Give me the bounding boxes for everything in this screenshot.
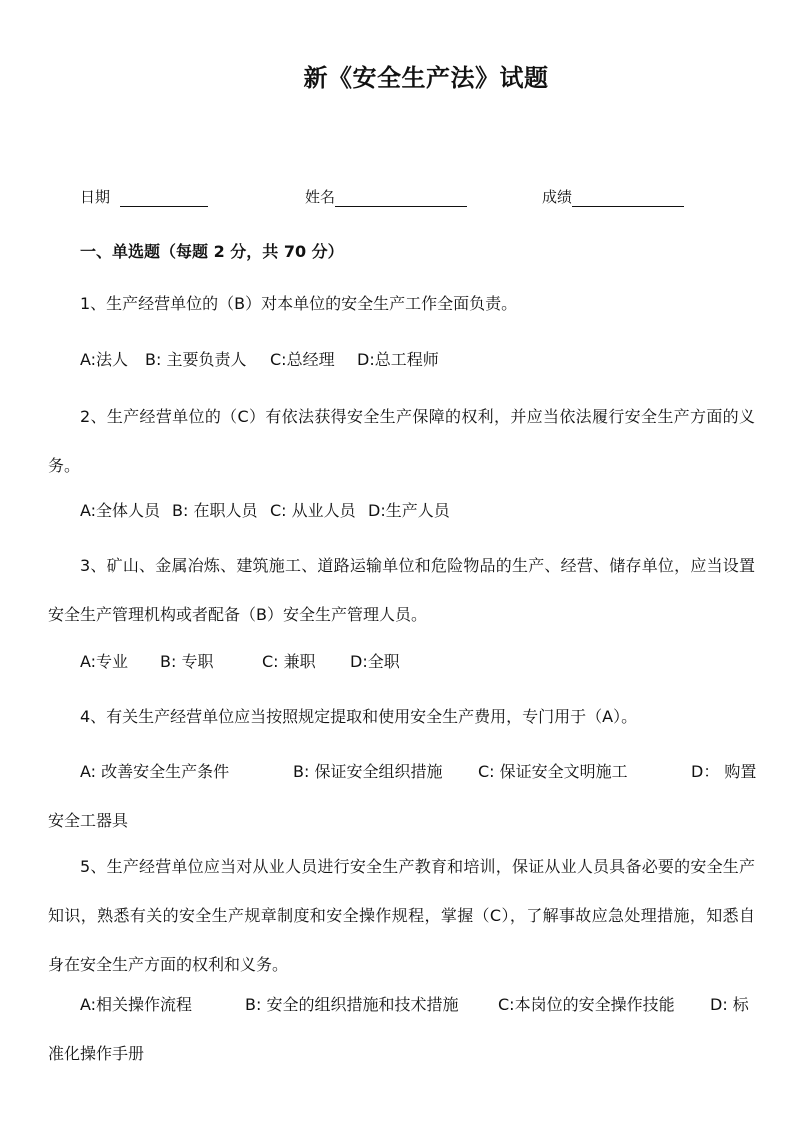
question-4-option-c: C: 保证安全文明施工 bbox=[478, 762, 628, 781]
question-1-option-a: A:法人 bbox=[80, 350, 129, 369]
question-1-option-b: B: 主要负责人 bbox=[145, 350, 247, 369]
question-5-option-d-continuation: 准化操作手册 bbox=[48, 1044, 145, 1063]
score-field bbox=[542, 186, 684, 207]
question-4-options bbox=[48, 747, 755, 845]
question-4-option-d-continuation: 安全工器具 bbox=[48, 811, 129, 830]
info-row bbox=[0, 186, 800, 210]
question-2-option-a: A:全体人员 bbox=[80, 501, 161, 520]
question-3-option-a: A:专业 bbox=[80, 652, 129, 671]
question-2-option-c: C: 从业人员 bbox=[270, 501, 356, 520]
question-4: 4、有关生产经营单位应当按照规定提取和使用安全生产费用，专门用于（A）。 bbox=[80, 707, 638, 726]
question-2-options bbox=[48, 486, 755, 535]
name-label: 姓名 bbox=[305, 188, 336, 206]
question-1-option-c: C:总经理 bbox=[270, 350, 335, 369]
question-1-option-d: D:总工程师 bbox=[357, 350, 439, 369]
question-1: 1、生产经营单位的（B）对本单位的安全生产工作全面负责。 bbox=[80, 294, 518, 313]
question-3-options bbox=[48, 637, 755, 686]
score-blank-line bbox=[572, 190, 684, 207]
question-5-options bbox=[48, 980, 755, 1078]
question-3-option-d: D:全职 bbox=[350, 652, 400, 671]
question-1-options bbox=[48, 335, 755, 384]
page-title: 新《安全生产法》试题 bbox=[303, 64, 549, 92]
name-field bbox=[305, 186, 467, 207]
question-2-option-b: B: 在职人员 bbox=[172, 501, 258, 520]
question-5-option-a: A:相关操作流程 bbox=[80, 995, 193, 1014]
question-3-option-c: C: 兼职 bbox=[262, 652, 316, 671]
name-blank-line bbox=[335, 190, 467, 207]
question-2: 2、生产经营单位的（C）有依法获得安全生产保障的权利，并应当依法履行安全生产方面的义务。 bbox=[48, 407, 755, 475]
question-4-option-d: D： 购置 bbox=[691, 762, 757, 781]
question-5-option-c: C:本岗位的安全操作技能 bbox=[498, 995, 675, 1014]
question-3: 3、矿山、金属冶炼、建筑施工、道路运输单位和危险物品的生产、经营、储存单位，应当设置安全生产管理机构或者配备（B）安全生产管理人员。 bbox=[48, 556, 755, 624]
question-3-option-b: B: 专职 bbox=[160, 652, 214, 671]
question-4-option-b: B: 保证安全组织措施 bbox=[293, 762, 443, 781]
date-label: 日期 bbox=[80, 188, 111, 206]
score-label: 成绩 bbox=[542, 188, 573, 206]
date-field bbox=[80, 186, 208, 207]
question-5-option-d: D: 标 bbox=[710, 995, 749, 1014]
question-4-option-a: A: 改善安全生产条件 bbox=[80, 762, 230, 781]
question-5: 5、生产经营单位应当对从业人员进行安全生产教育和培训，保证从业人员具备必要的安全生产知识，熟悉有关的安全生产规章制度和安全操作规程，掌握（C），了解事故应急处理措施，知悉自身在安全生产方面的权利和义务。 bbox=[48, 857, 755, 974]
section-title: 一、单选题（每题 2 分，共 70 分） bbox=[80, 242, 344, 261]
question-5-option-b: B: 安全的组织措施和技术措施 bbox=[245, 995, 459, 1014]
date-blank-line bbox=[120, 190, 208, 207]
question-2-option-d: D:生产人员 bbox=[368, 501, 450, 520]
